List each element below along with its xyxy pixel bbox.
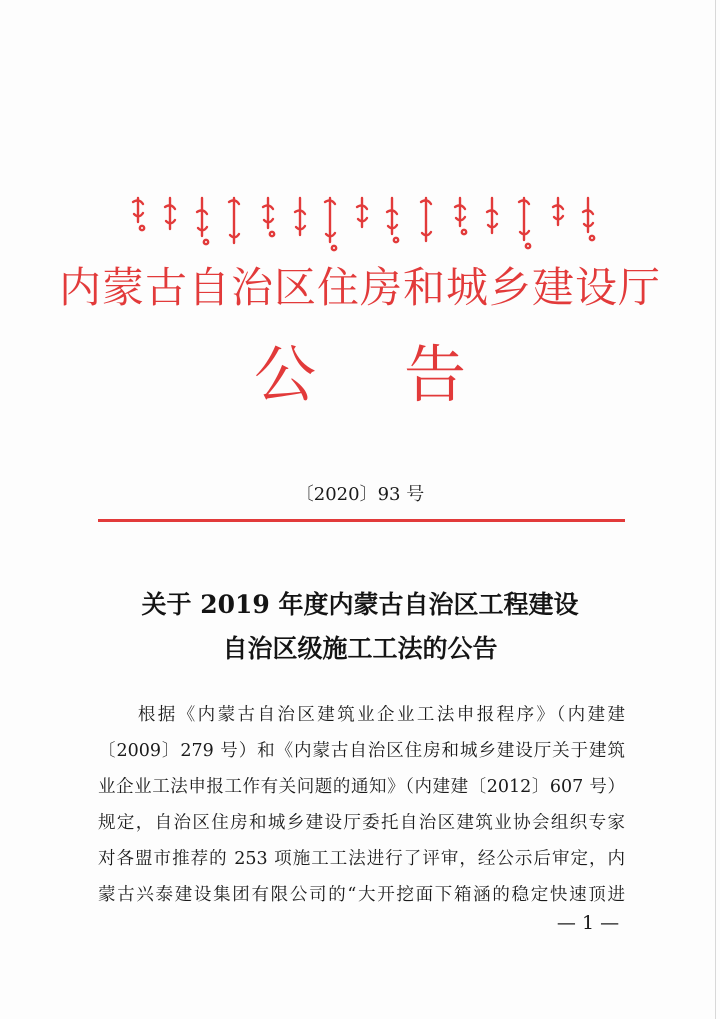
document-type-char-2: 告	[404, 338, 467, 411]
mongolian-glyph-dot	[204, 240, 208, 244]
mongolian-glyph	[583, 198, 593, 232]
mongolian-glyph	[197, 198, 207, 236]
mongolian-glyph-dot	[332, 246, 336, 250]
body-line-2: 〔2009〕279 号）和《内蒙古自治区住房和城乡建设厅关于建筑	[98, 741, 625, 761]
page-number: — 1 —	[556, 912, 620, 934]
mongolian-glyph	[487, 198, 497, 233]
mongolian-glyph	[455, 198, 465, 226]
red-divider	[98, 519, 625, 522]
mongolian-glyph-dot	[462, 230, 466, 234]
body-line-3: 业企业工法申报工作有关问题的通知》（内建建〔2012〕607 号）	[98, 777, 625, 797]
mongolian-glyph-dot	[270, 232, 274, 236]
mongolian-glyph	[421, 198, 431, 241]
headline-line-1: 关于 2019 年度内蒙古自治区工程建设	[141, 590, 579, 619]
mongolian-glyph-dot	[140, 226, 144, 230]
issuer-title: 内蒙古自治区住房和城乡建设厅	[58, 263, 661, 312]
document-number: 〔2020〕93 号	[295, 484, 425, 505]
body-line-5: 对各盟市推荐的 253 项施工工法进行了评审，经公示后审定，内	[98, 849, 625, 869]
body-line-1: 根据《内蒙古自治区建筑业企业工法申报程序》（内建建	[98, 705, 625, 725]
mongolian-glyph-dot	[590, 236, 594, 240]
mongolian-glyph	[133, 198, 143, 222]
headline-line-2: 自治区级施工工法的公告	[222, 634, 498, 663]
mongolian-glyph	[553, 198, 563, 225]
mongolian-glyph	[263, 198, 273, 228]
mongolian-glyph	[325, 198, 335, 242]
mongolian-glyph	[165, 198, 175, 229]
body-line-4: 规定，自治区住房和城乡建设厅委托自治区建筑业协会组织专家	[98, 813, 625, 833]
mongolian-script-header	[130, 192, 600, 254]
document-type-char-1: 公	[254, 338, 317, 411]
mongolian-glyph	[519, 198, 529, 240]
body-line-6: 蒙古兴泰建设集团有限公司的“大开挖面下箱涵的稳定快速顶进	[98, 885, 625, 905]
scan-edge	[715, 0, 716, 1019]
mongolian-glyph-dot	[526, 244, 530, 248]
mongolian-glyph	[229, 198, 239, 243]
mongolian-glyph	[357, 198, 367, 227]
document-type-title	[0, 335, 720, 415]
mongolian-glyph-dot	[394, 238, 398, 242]
mongolian-glyph	[295, 198, 305, 235]
mongolian-glyph	[387, 198, 397, 234]
